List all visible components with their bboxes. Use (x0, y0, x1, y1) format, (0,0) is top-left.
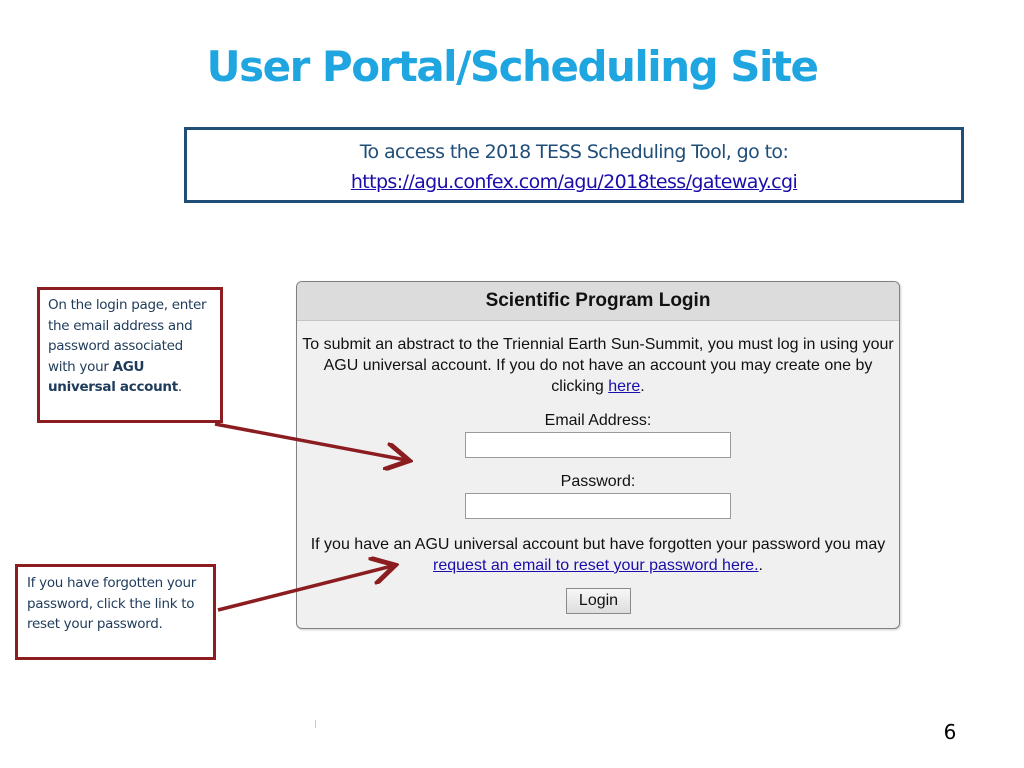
create-account-link[interactable]: here (608, 378, 641, 395)
login-panel-header: Scientific Program Login (297, 282, 899, 321)
login-button[interactable]: Login (566, 588, 631, 614)
forgot-callout-text: If you have forgotten your password, click the link to reset your password. (27, 575, 196, 632)
decorative-tick (315, 720, 316, 728)
login-intro-text-end: . (640, 378, 645, 395)
login-callout-end: . (177, 379, 182, 395)
login-callout-arrow (215, 424, 406, 460)
login-callout-bold: AGU universal account (48, 358, 178, 395)
login-intro-text-start: To submit an abstract to the Triennial Earth Sun-Summit, you must log in using your AGU universal account. If you do not have an account you may create one by clicking (302, 336, 894, 395)
forgot-password-text-end: . (758, 557, 763, 574)
password-label: Password: (560, 473, 636, 490)
reset-password-link[interactable]: request an email to reset your password here. (433, 557, 759, 574)
forgot-password-text-start: If you have an AGU universal account but have forgotten your password you may (310, 536, 886, 553)
slide-title: User Portal/Scheduling Site (206, 42, 818, 91)
email-label: Email Address: (544, 412, 652, 429)
access-instructions-text: To access the 2018 TESS Scheduling Tool, go to: (359, 141, 789, 163)
forgot-callout-arrow (218, 566, 392, 610)
scheduling-tool-link[interactable]: https://agu.confex.com/agu/2018tess/gateway.cgi (350, 171, 798, 193)
page-number: 6 (943, 720, 957, 744)
login-callout-text: On the login page, enter the email address and password associated with your (48, 297, 207, 375)
